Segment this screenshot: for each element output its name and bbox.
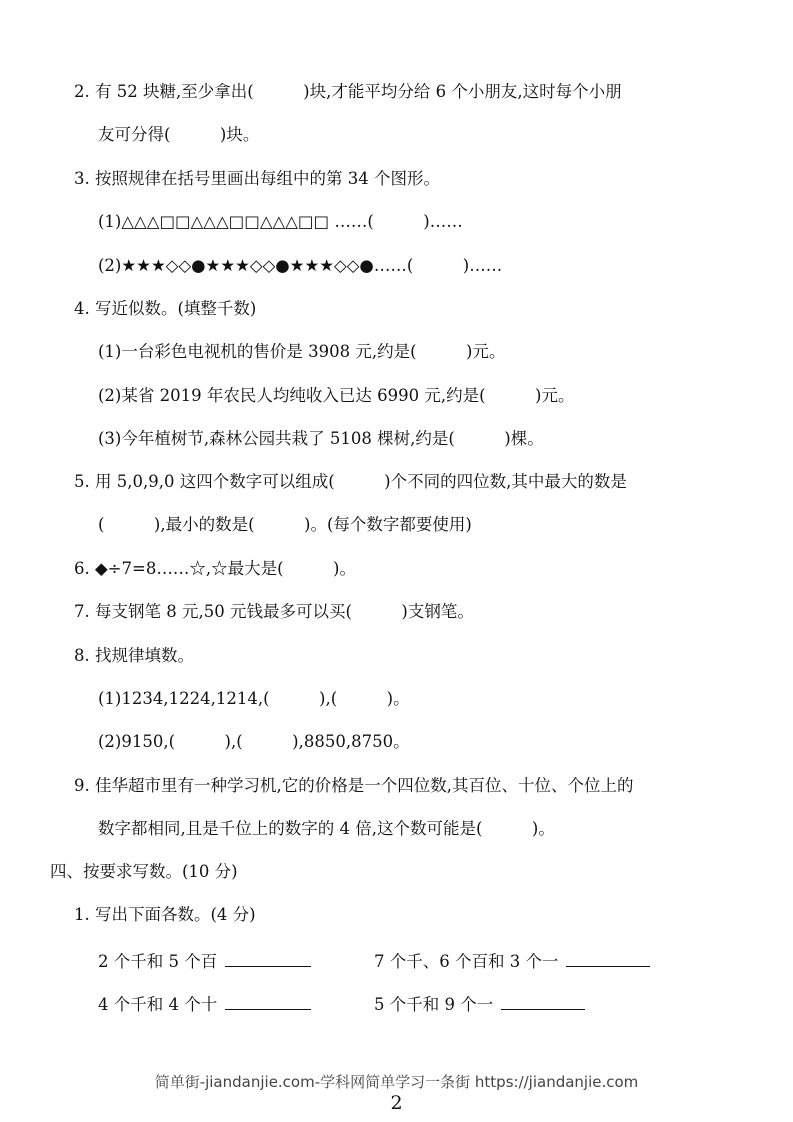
question-8-item-1: (1)1234,1224,1214,( ),( )。 bbox=[98, 689, 410, 708]
fill-item-1 bbox=[98, 948, 311, 973]
fill-item-label: 7 个千、6 个百和 3 个一 bbox=[374, 952, 559, 971]
footer-watermark: 简单街-jiandanjie.com-学科网简单学习一条街 https://jiandanjie.com bbox=[154, 1073, 639, 1091]
question-4-item-2: (2)某省 2019 年农民人均纯收入已达 6990 元,约是( )元。 bbox=[98, 386, 575, 405]
question-8-heading: 8. 找规律填数。 bbox=[74, 646, 194, 665]
fill-item-label: 2 个千和 5 个百 bbox=[98, 952, 218, 971]
question-3-pattern-2: (2)★★★◇◇●★★★◇◇●★★★◇◇●……( )…… bbox=[98, 256, 503, 275]
question-7: 7. 每支钢笔 8 元,50 元钱最多可以买( )支钢笔。 bbox=[74, 602, 474, 621]
question-5-line-1: 5. 用 5,0,9,0 这四个数字可以组成( )个不同的四位数,其中最大的数是 bbox=[74, 472, 627, 491]
question-4-item-1: (1)一台彩色电视机的售价是 3908 元,约是( )元。 bbox=[98, 342, 506, 361]
answer-blank[interactable] bbox=[501, 991, 585, 1010]
fill-item-label: 5 个千和 9 个一 bbox=[374, 995, 494, 1014]
question-8-item-2: (2)9150,( ),( ),8850,8750。 bbox=[98, 732, 410, 751]
fill-item-4 bbox=[374, 991, 585, 1016]
question-4-heading: 4. 写近似数。(填整千数) bbox=[74, 299, 257, 318]
question-2-line-1: 2. 有 52 块糖,至少拿出( )块,才能平均分给 6 个小朋友,这时每个小朋 bbox=[74, 82, 622, 101]
fill-item-3 bbox=[98, 991, 311, 1016]
answer-blank[interactable] bbox=[225, 991, 311, 1010]
section-4-question-1: 1. 写出下面各数。(4 分) bbox=[74, 905, 256, 924]
question-6: 6. ◆÷7=8……☆,☆最大是( )。 bbox=[74, 559, 356, 578]
question-3-heading: 3. 按照规律在括号里画出每组中的第 34 个图形。 bbox=[74, 169, 440, 188]
page-number: 2 bbox=[390, 1092, 403, 1114]
question-9-line-1: 9. 佳华超市里有一种学习机,它的价格是一个四位数,其百位、十位、个位上的 bbox=[74, 776, 634, 795]
fill-item-label: 4 个千和 4 个十 bbox=[98, 995, 218, 1014]
question-2-line-2: 友可分得( )块。 bbox=[98, 125, 260, 144]
question-4-item-3: (3)今年植树节,森林公园共栽了 5108 棵树,约是( )棵。 bbox=[98, 429, 544, 448]
section-4-heading: 四、按要求写数。(10 分) bbox=[50, 862, 238, 881]
question-5-line-2: ( ),最小的数是( )。(每个数字都要使用) bbox=[98, 515, 472, 534]
fill-item-2 bbox=[374, 948, 650, 973]
question-9-line-2: 数字都相同,且是千位上的数字的 4 倍,这个数可能是( )。 bbox=[98, 819, 555, 838]
answer-blank[interactable] bbox=[566, 948, 650, 967]
question-3-pattern-1: (1)△△△□□△△△□□△△△□□ ……( )…… bbox=[98, 212, 463, 231]
answer-blank[interactable] bbox=[225, 948, 311, 967]
